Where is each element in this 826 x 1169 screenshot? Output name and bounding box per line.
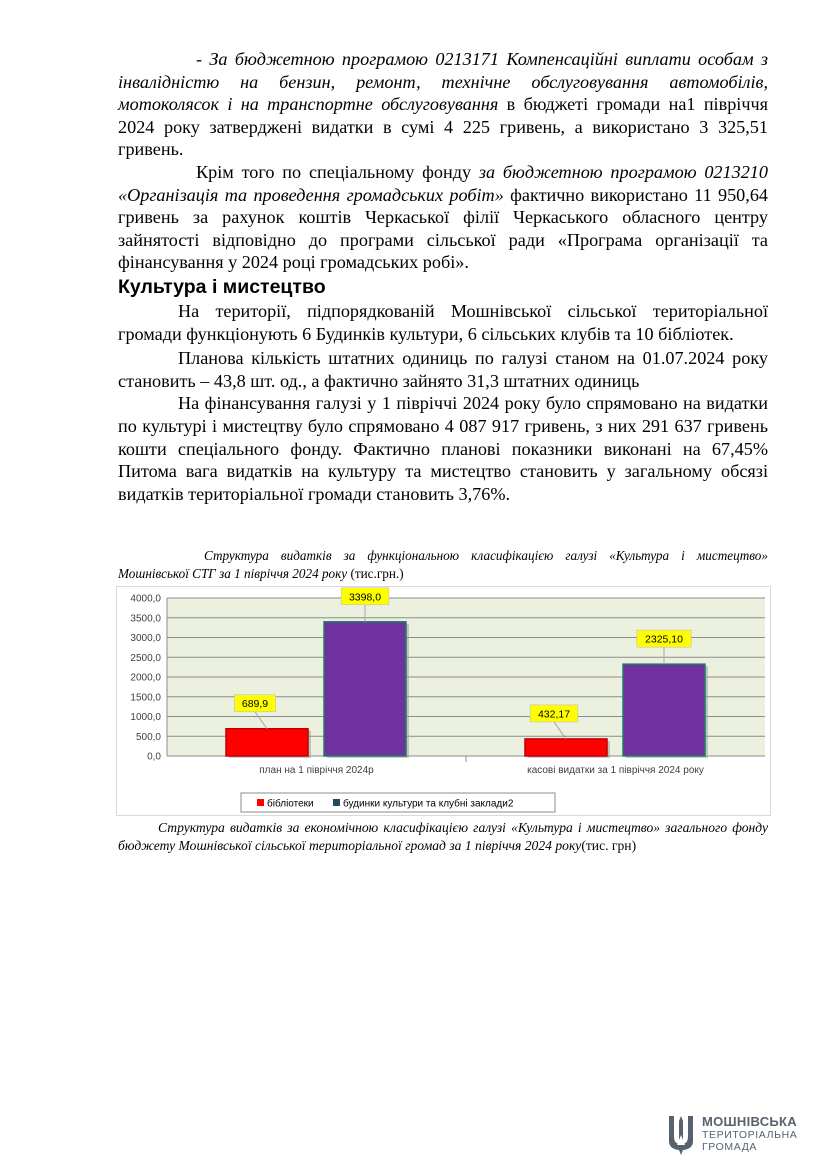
section-title: Культура і мистецтво bbox=[118, 276, 326, 298]
section-heading-block bbox=[118, 275, 768, 299]
chart-caption-2 bbox=[118, 819, 768, 855]
x-tick-label: касові видатки за 1 півріччя 2024 року bbox=[527, 765, 704, 776]
bar-culture-houses bbox=[623, 664, 705, 756]
bar-culture-houses bbox=[324, 622, 406, 756]
chart-caption-2-italic: Структура видатків за економічною класифікацією галузі «Культура і мистецтво» загального фонду бюджету Мошнівської сільської територіальної громад за 1 півріччя 2024 року bbox=[118, 820, 768, 853]
program-0213171-text: в бюджеті громади на1 півріччя 2024 року затверджені видатки в сумі 4 225 гривень, а використано 3 325,51 гривень. bbox=[118, 94, 769, 160]
legend-swatch bbox=[333, 799, 340, 806]
bar-chart bbox=[116, 586, 771, 816]
bar-libraries bbox=[525, 739, 607, 756]
y-tick-label: 4000,0 bbox=[130, 593, 161, 605]
bar-libraries bbox=[226, 729, 308, 756]
y-tick-label: 3500,0 bbox=[130, 613, 161, 625]
logo-line-1: МОШНІВСЬКА bbox=[702, 1114, 797, 1129]
chart-caption-2-unit: (тис. грн) bbox=[581, 838, 637, 853]
legend-entry: будинки культури та клубні заклади2 bbox=[343, 798, 514, 810]
bar-chart-svg bbox=[117, 587, 770, 815]
community-logo bbox=[666, 1113, 816, 1159]
data-label: 432,17 bbox=[537, 708, 571, 721]
program-0213210-lead: Крім того по спеціальному фонду bbox=[196, 162, 479, 182]
x-tick-label: план на 1 півріччя 2024р bbox=[259, 765, 374, 776]
data-label: 3398,0 bbox=[348, 591, 382, 604]
culture-paragraph-3: На фінансування галузі у 1 півріччі 2024 року було спрямовано на видатки по культурі і мистецтву було спрямовано 4 087 917 гривень, з них 291 637 гривень кошти спеціального фонду. Фактично планові показники виконані на 67,45% Питома вага видатків на культуру та мистецтво становить у загальному обсязі видатків територіальної громади становить 3,76%. bbox=[118, 393, 768, 504]
culture-paragraph-1: На території, підпорядкованій Мошнівської сільської територіальної громади функціонують 6 Будинків культури, 6 сільських клубів та 10 бібліотек. bbox=[118, 301, 768, 344]
chart-caption-1 bbox=[118, 547, 768, 583]
y-tick-label: 3000,0 bbox=[130, 633, 161, 644]
program-0213210-text: фактично використано 11 950,64 гривень за рахунок коштів Черкаської філії Черкаського обласного центру зайнятості відповідно до програми сільської ради «Програма організації та фінансування у 2024 році громадських робі». bbox=[118, 184, 769, 273]
culture-paragraph-2: Планова кількість штатних одиниць по галузі станом на 01.07.2024 року становить – 43,8 шт. од., а фактично зайнято 31,3 штатних одиниць bbox=[118, 348, 768, 391]
y-tick-label: 500,0 bbox=[135, 731, 161, 743]
paragraph-program-0213210 bbox=[118, 161, 768, 274]
logo-line-3: ГРОМАДА bbox=[702, 1141, 758, 1153]
program-0213210-italic: за бюджетною програмою 0213210 «Організація та проведення громадських робіт» bbox=[118, 162, 768, 205]
chart-caption-1-italic: Структура видатків за функціональною класифікацією галузі «Культура і мистецтво» Мошнівської СТГ за 1 півріччя 2024 року bbox=[118, 548, 768, 581]
y-tick-label: 1000,0 bbox=[130, 712, 161, 723]
logo-line-2: ТЕРИТОРІАЛЬНА bbox=[702, 1129, 798, 1141]
y-tick-label: 2000,0 bbox=[130, 672, 161, 684]
data-label: 2325,10 bbox=[645, 633, 683, 646]
y-tick-label: 1500,0 bbox=[130, 692, 161, 704]
chart-caption-1-unit: (тис.грн.) bbox=[347, 566, 404, 581]
y-tick-label: 0,0 bbox=[147, 751, 161, 763]
legend-entry: бібліотеки bbox=[267, 798, 314, 810]
program-0213171-italic: - За бюджетною програмою 0213171 Компенсаційні виплати особам з інвалідністю на бензин, ремонт, технічне обслуговування автомобілів, мотоколясок і на транспортне обслуговування bbox=[118, 49, 768, 115]
legend-swatch bbox=[257, 799, 264, 806]
logo-text bbox=[702, 1115, 797, 1153]
data-label: 689,9 bbox=[241, 698, 269, 711]
trident-icon bbox=[666, 1113, 696, 1157]
paragraph-program-0213171 bbox=[118, 48, 768, 161]
culture-paragraphs bbox=[118, 300, 768, 505]
y-tick-label: 2500,0 bbox=[130, 652, 161, 664]
